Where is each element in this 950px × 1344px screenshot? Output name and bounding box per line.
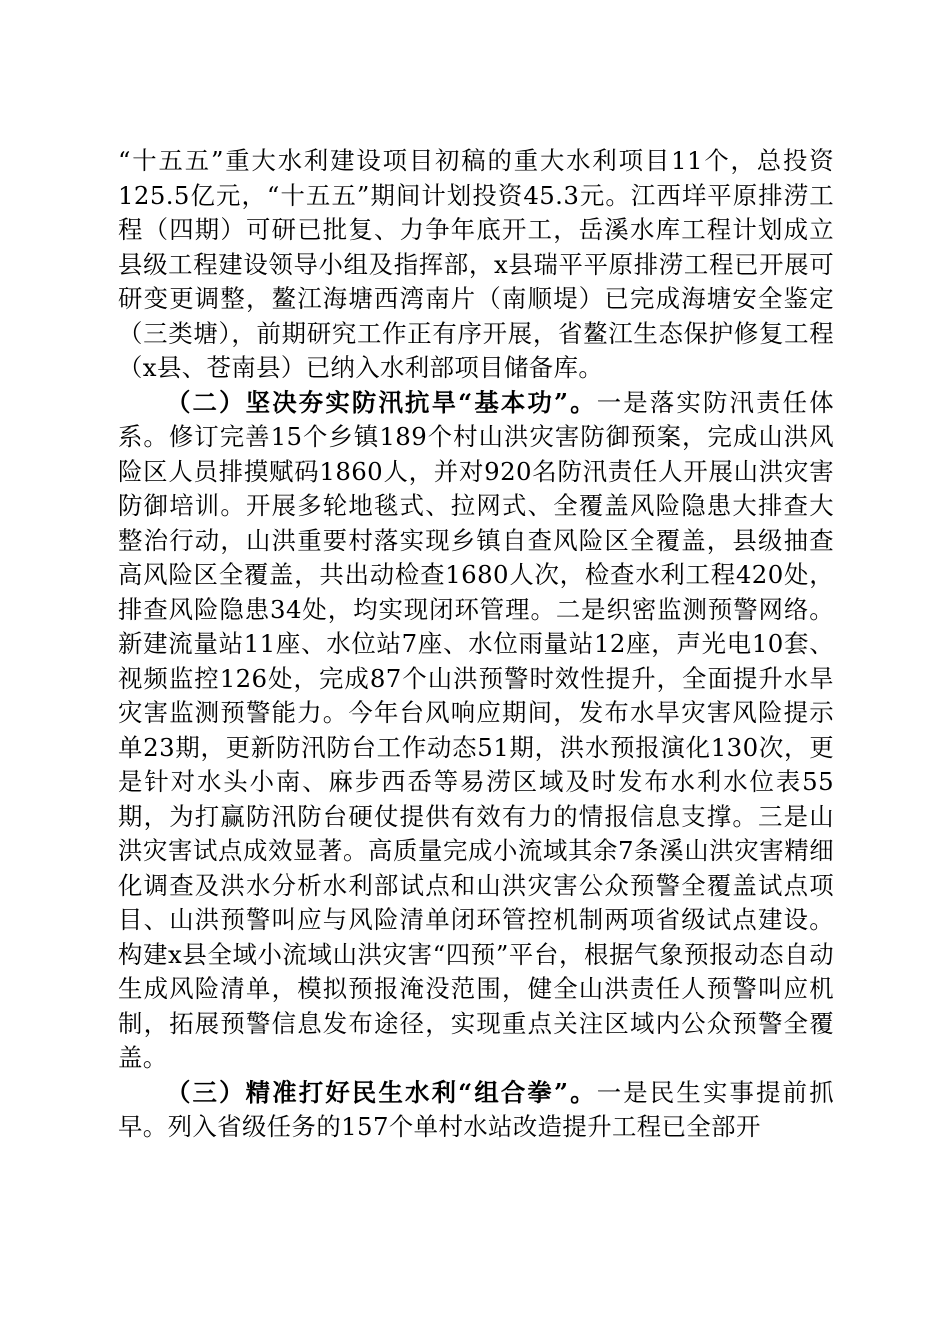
paragraph-projects bbox=[118, 144, 834, 386]
section-heading-livelihood: （三）精准打好民生水利“组合拳”。 bbox=[166, 1077, 597, 1107]
body-text bbox=[118, 144, 834, 1145]
section-heading-flood-control: （二）坚决夯实防汛抗旱“基本功”。 bbox=[166, 387, 597, 417]
paragraph-livelihood bbox=[118, 1076, 834, 1145]
paragraph-livelihood-body: 一是民生实事提前抓早。列入省级任务的157个单村水站改造提升工程已全部开 bbox=[118, 1077, 834, 1141]
paragraph-flood-control-body: 一是落实防汛责任体系。修订完善15个乡镇189个村山洪灾害防御预案，完成山洪风险区人员排摸赋码1860人，并对920名防汛责任人开展山洪灾害防御培训。开展多轮地毯式、拉网式、全覆盖风险隐患大排查大整治行动，山洪重要村落实现乡镇自查风险区全覆盖，县级抽查高风险区全覆盖，共出动检查1680人次，检查水利工程420处，排查风险隐患34处，均实现闭环管理。二是织密监测预警网络。新建流量站11座、水位站7座、水位雨量站12座，声光电10套、视频监控126处，完成87个山洪预警时效性提升，全面提升水旱灾害监测预警能力。今年台风响应期间，发布水旱灾害风险提示单23期，更新防汛防台工作动态51期，洪水预报演化130次，更是针对水头小南、麻步西岙等易涝区域及时发布水利水位表55期，为打赢防汛防台硬仗提供有效有力的情报信息支撑。三是山洪灾害试点成效显著。高质量完成小流域其余7条溪山洪灾害精细化调查及洪水分析水利部试点和山洪灾害公众预警全覆盖试点项目、山洪预警叫应与风险清单闭环管控机制两项省级试点建设。构建x县全域小流域山洪灾害“四预”平台，根据气象预报动态自动生成风险清单，模拟预报淹没范围，健全山洪责任人预警叫应机制，拓展预警信息发布途径，实现重点关注区域内公众预警全覆盖。 bbox=[118, 387, 834, 1072]
paragraph-flood-control bbox=[118, 386, 834, 1076]
paragraph-projects-body: “十五五”重大水利建设项目初稿的重大水利项目11个，总投资125.5亿元，“十五五”期间计划投资45.3元。江西垟平原排涝工程（四期）可研已批复、力争年底开工，岳溪水库工程计划成立县级工程建设领导小组及指挥部，x县瑞平平原排涝工程已开展可研变更调整，鳌江海塘西湾南片（南顺堤）已完成海塘安全鉴定（三类塘），前期研究工作正有序开展，省鳌江生态保护修复工程（x县、苍南县）已纳入水利部项目储备库。 bbox=[118, 146, 834, 382]
